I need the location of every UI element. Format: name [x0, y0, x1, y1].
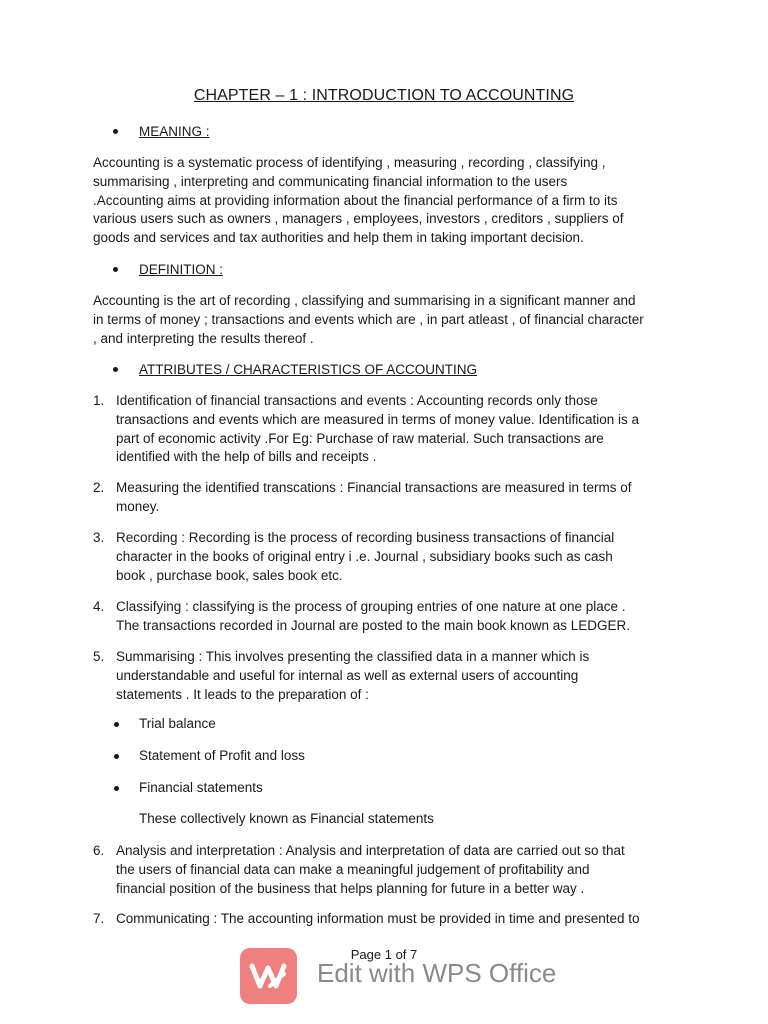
list-number: 4. [93, 599, 105, 614]
bullet-dot [114, 786, 119, 791]
list-line: Identification of financial transactions and events : Accounting records only those [116, 393, 598, 408]
list-number: 7. [93, 911, 105, 926]
list-line: understandable and useful for internal as well as external users of accounting [116, 667, 579, 683]
list-line: financial position of the business that helps planning for future in a better way . [116, 880, 585, 896]
list-line: Analysis and interpretation : Analysis and interpretation of data are carried out so that [116, 843, 625, 858]
paragraph-line: , and interpreting the results thereof . [93, 330, 314, 346]
list-line: identified with the help of bills and receipts . [116, 449, 377, 465]
list-line: Summarising : This involves presenting the classified data in a manner which is [116, 649, 590, 664]
list-number: 5. [93, 649, 105, 664]
paragraph-line: summarising , interpreting and communicating financial information to the users [93, 173, 568, 189]
list-line: Communicating : The accounting information must be provided in time and presented to [116, 911, 640, 926]
sub-bullet-label: Trial balance [139, 716, 216, 731]
paragraph-line: Accounting is a systematic process of identifying , measuring , recording , classifying , [93, 155, 606, 170]
list-line: Classifying : classifying is the process of grouping entries of one nature at one place . [116, 599, 626, 614]
sub-bullet-label: Financial statements [139, 780, 263, 795]
list-line: statements . It leads to the preparation of : [116, 686, 369, 702]
definition-heading-label: DEFINITION : [139, 262, 223, 277]
bullet-dot [113, 129, 118, 134]
list-line: money. [116, 498, 160, 514]
paragraph-line: in terms of money ; transactions and events which are , in part atleast , of financial character [93, 311, 644, 327]
meaning-heading-label: MEANING : [139, 124, 210, 139]
wps-watermark-text[interactable]: Edit with WPS Office [317, 958, 557, 988]
list-line: part of economic activity .For Eg: Purchase of raw material. Such transactions are [116, 430, 604, 446]
list-number: 3. [93, 530, 105, 545]
paragraph-line: Accounting is the art of recording , classifying and summarising in a significant manner and [93, 293, 636, 308]
paragraph-line: various users such as owners , managers , employees, investors , creditors , suppliers of [93, 211, 624, 227]
bullet-dot [114, 754, 119, 759]
list-line: character in the books of original entry i .e. Journal , subsidiary books such as cash [116, 548, 613, 564]
paragraph-line: .Accounting aims at providing information about the financial performance of a firm to its [93, 192, 618, 208]
list-number: 1. [93, 393, 105, 408]
page-title: CHAPTER – 1 : INTRODUCTION TO ACCOUNTING [193, 87, 575, 104]
wps-logo-icon[interactable] [240, 948, 297, 1004]
list-line: transactions and events which are measured in terms of money value. Identification is a [116, 411, 640, 427]
attributes-heading-label: ATTRIBUTES / CHARACTERISTICS OF ACCOUNTING [139, 362, 478, 377]
sub-note: These collectively known as Financial statements [139, 811, 434, 826]
bullet-dot [114, 722, 119, 727]
definition-paragraph [93, 292, 683, 348]
list-line: The transactions recorded in Journal are posted to the main book known as LEDGER. [116, 617, 631, 633]
list-line: book , purchase book, sales book etc. [116, 567, 343, 583]
meaning-paragraph [93, 154, 683, 248]
bullet-dot [113, 367, 118, 372]
list-number: 6. [93, 843, 105, 858]
page-number: Page 1 of 7 [350, 947, 418, 962]
list-line: the users of financial data can make a meaningful judgement of profitability and [116, 861, 590, 877]
bullet-dot [113, 267, 118, 272]
list-number: 2. [93, 480, 105, 495]
list-line: Measuring the identified transcations : Financial transactions are measured in terms of [116, 480, 632, 495]
paragraph-line: goods and services and tax authorities and help them in taking important decision. [93, 230, 584, 246]
sub-bullet-label: Statement of Profit and loss [139, 748, 305, 763]
list-line: Recording : Recording is the process of recording business transactions of financial [116, 530, 615, 545]
